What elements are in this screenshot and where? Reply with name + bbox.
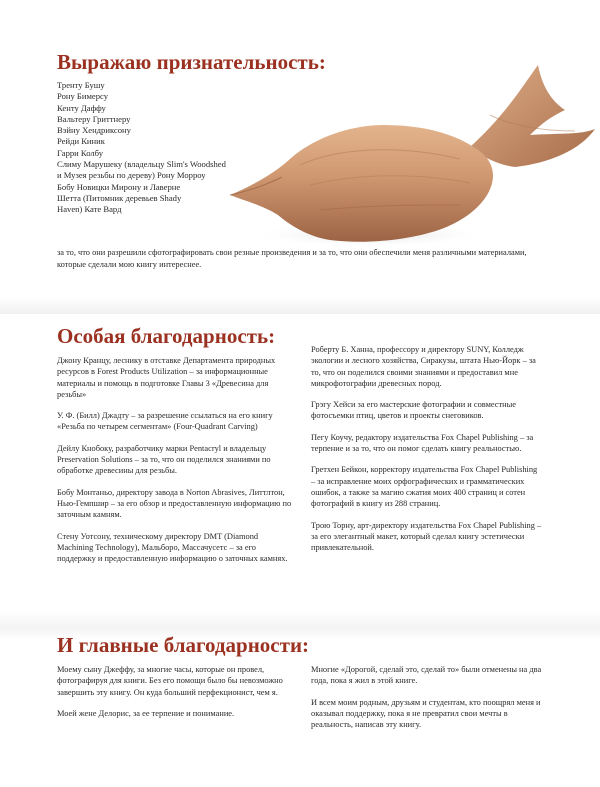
acknowledged-names-list bbox=[57, 80, 297, 216]
paragraph: Многие «Дорогой, сделай это, сделай то» были отменены на два года, пока я жил в этой книге. bbox=[311, 665, 542, 686]
name-item: Шетта (Питомник деревьев Shady bbox=[57, 192, 182, 203]
name-item: Haven) Кате Вард bbox=[57, 204, 122, 215]
paragraph: Моей жене Делорис, за ее терпение и понимание. bbox=[57, 708, 235, 718]
special-thanks-right-column bbox=[311, 344, 543, 563]
paragraph: Пегу Коучу, редактору издательства Fox Chapel Publishing – за терпение и за то, что он помог сделать книгу реальностью. bbox=[311, 432, 534, 454]
name-item: Вэйну Хендриксону bbox=[57, 125, 131, 136]
name-item: Тренту Бушу bbox=[57, 80, 105, 90]
paragraph: Гретхен Бейкон, корректору издательства Fox Chapel Publishing – за исправление моих орфографических и грамматических ошибок, а также за магию сжатия моих 400 страниц и сотен фотографий в книгу из 288 страниц. bbox=[311, 465, 538, 509]
paragraph: Дейлу Кнобоку, разработчику марки Pentacryl и владельцу Preservation Solutions – за то, что он поделился знаниями по обработке древесины для резьбы. bbox=[57, 443, 271, 476]
main-thanks-right-column bbox=[311, 664, 551, 740]
paragraph: Джону Кранцу, леснику в отставке Департамента природных ресурсов в Forest Products Utilization – за информационные материалы и помощь в подготовке Главы 3 «Древесина для резьбы» bbox=[57, 356, 276, 399]
section-title-special-thanks: Особая благодарность: bbox=[57, 324, 276, 348]
main-thanks-left-column bbox=[57, 664, 297, 729]
name-item: Слиму Марушеку (владельцу Slim's Woodshed bbox=[57, 159, 226, 170]
name-item: Рейди Киник bbox=[57, 136, 105, 147]
paragraph: Стену Уотсону, техническому директору DMT (Diamond Machining Technology), Мальборо, Массачусетс – за его поддержку и предоставленную информацию о заточных камнях. bbox=[57, 531, 288, 564]
paragraph: У. Ф. (Билл) Джадту – за разрешение ссылаться на его книгу «Резьба по четырем сегментам» (Four-Quadrant Carving) bbox=[57, 411, 273, 432]
acknowledgement-closing-text: за то, что они разрешили сфотографировать свои резные произведения и за то, что они обеспечили меня различными материалами, которые сделали мою книгу интереснее. bbox=[57, 248, 527, 269]
name-item: Бобу Новицки Мирону и Лаверне bbox=[57, 181, 181, 192]
name-item: Рону Бимерсу bbox=[57, 91, 108, 102]
paragraph: Моему сыну Джеффу, за многие часы, которые он провел, фотографируя для книги. Без его помощи было бы невозможно завершить эту книгу. Он куда больший перфекционист, чем я. bbox=[57, 665, 283, 697]
section-title-main-thanks: И главные благодарности: bbox=[57, 633, 310, 657]
paragraph: Грэгу Хейси за его мастерские фотографии и совместные фотосъемки птиц, цветов и проекты снеговиков. bbox=[311, 400, 517, 421]
paragraph: Бобу Монтаньо, директору завода в Norton Abrasives, Литтлтон, Нью-Гемпшир – за его обзор и предоставленную информацию по заточным камням. bbox=[57, 487, 292, 520]
paragraph: И всем моим родным, друзьям и студентам, кто поощрял меня и оказывал поддержку, пока я не превратил свои мечты в реальность, написав эту книгу. bbox=[311, 697, 541, 730]
name-item: и Музея резьбы по дереву) Рону Морроу bbox=[57, 170, 206, 181]
name-item: Кенту Даффу bbox=[57, 102, 106, 113]
section-divider bbox=[0, 296, 600, 314]
paragraph: Роберту Б. Ханна, профессору и директору SUNY, Колледж экологии и лесного хозяйства, Сиракузы, штата Нью-Йорк – за то, что он поделился своими знаниями и предоставил мне микрофотографии древесных пород. bbox=[311, 345, 536, 388]
name-item: Гарри Колбу bbox=[57, 147, 104, 158]
name-item: Вальтеру Гриттнеру bbox=[57, 113, 131, 124]
paragraph: Трою Торну, арт-директору издательства Fox Chapel Publishing – за его элегантный макет, который сделал книгу эстетически привлекательной. bbox=[311, 520, 542, 553]
special-thanks-left-column bbox=[57, 355, 295, 574]
section-title-acknowledgements: Выражаю признательность: bbox=[57, 50, 326, 74]
